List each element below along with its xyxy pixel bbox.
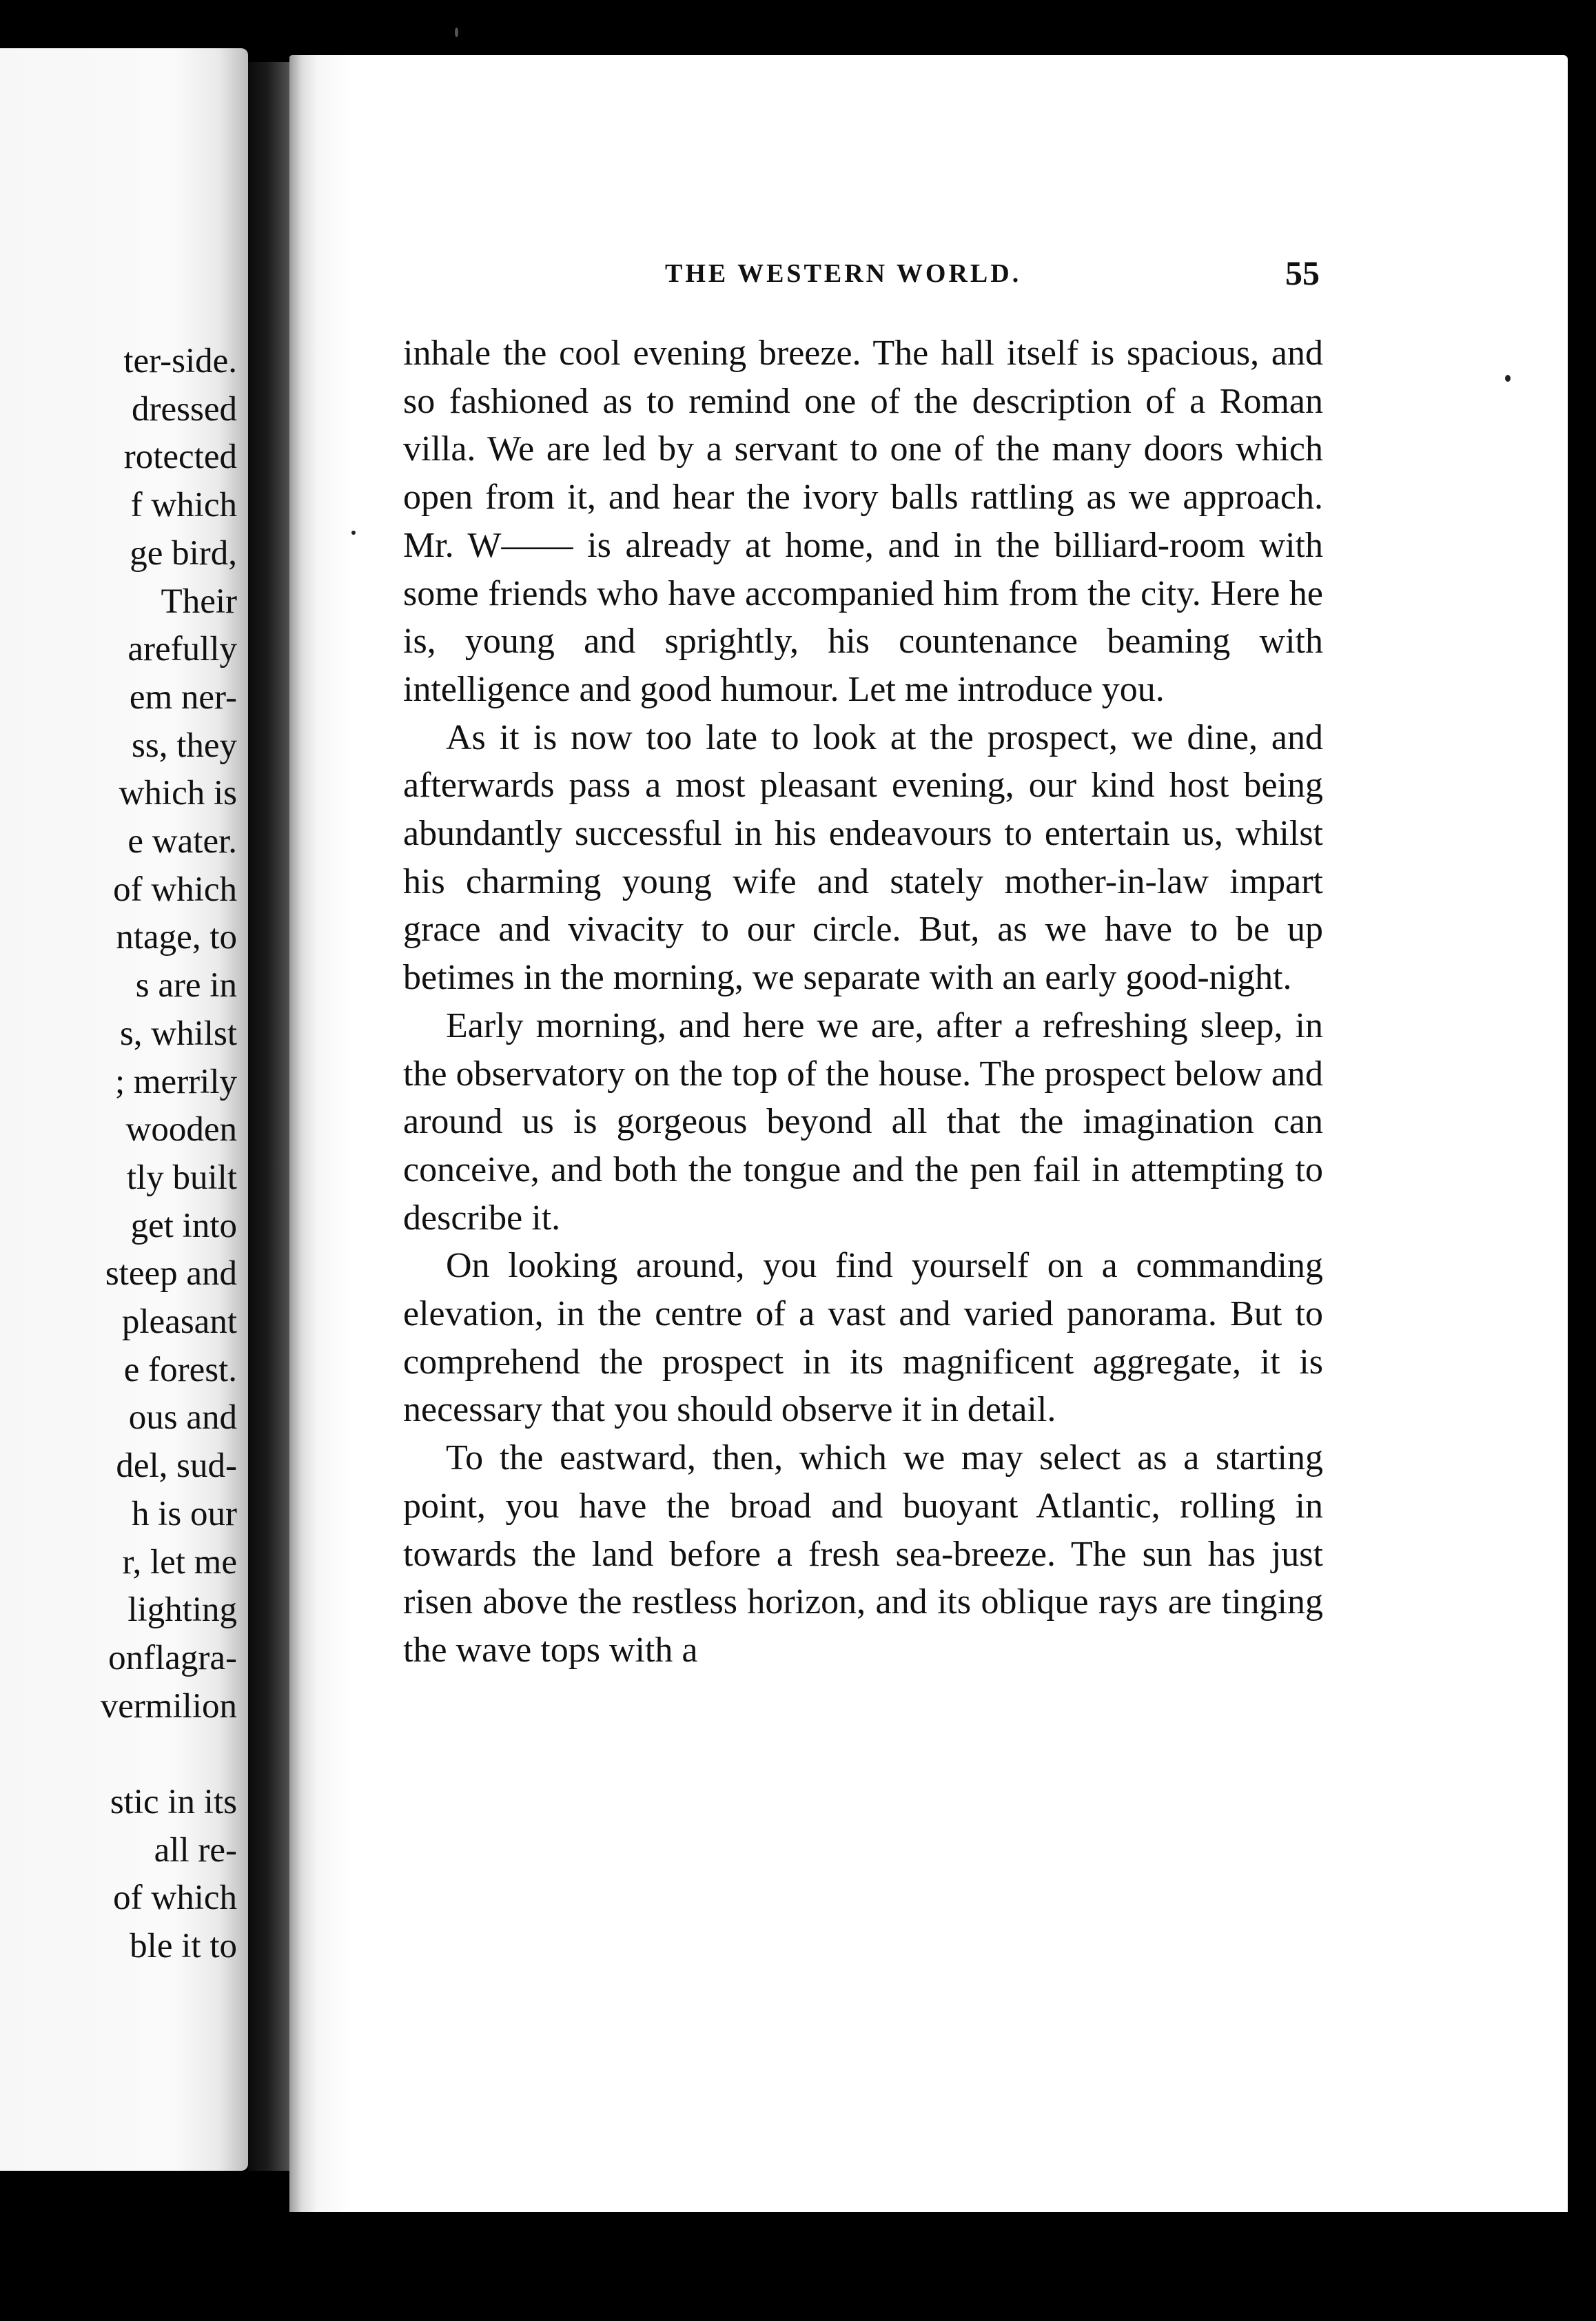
- left-line: steep and: [105, 1254, 237, 1294]
- left-line: h is our: [132, 1494, 237, 1533]
- left-line: ; merrily: [114, 1062, 237, 1101]
- paragraph: To the eastward, then, which we may select as a starting point, you have the broad and buoyant Atlantic, rolling in towards the land before a fresh sea-breeze. The sun has just risen above the restless horizon, and its oblique rays are tinging the wave tops with a: [403, 1438, 1323, 1670]
- left-line: ter-side.: [123, 342, 237, 380]
- left-line: ss, they: [132, 726, 237, 765]
- left-line: r, let me: [122, 1542, 237, 1582]
- left-line: s are in: [135, 966, 237, 1005]
- left-line: em ner-: [129, 677, 237, 717]
- left-line: e water.: [127, 822, 237, 861]
- left-line: del, sud-: [116, 1446, 237, 1486]
- running-header: [376, 254, 1320, 300]
- left-line: all re-: [154, 1830, 237, 1870]
- running-title: THE WESTERN WORLD.: [665, 259, 1022, 288]
- left-line: pleasant: [121, 1302, 237, 1342]
- previous-page-text: [101, 338, 237, 1971]
- left-line-gap: [101, 1730, 237, 1779]
- left-line: ge bird,: [130, 533, 237, 573]
- left-line: stic in its: [110, 1783, 237, 1822]
- left-line: dressed: [132, 389, 237, 429]
- left-line: tly built: [126, 1158, 237, 1197]
- left-line: Their: [161, 582, 237, 621]
- left-line: onflagra-: [108, 1638, 237, 1677]
- left-line: which is: [119, 774, 237, 813]
- dust-speck: [455, 28, 458, 37]
- paragraph: inhale the cool evening breeze. The hall itself is spacious, and so fashioned as to remind one of the description of a Roman villa. We are led by a servant to one of the many doors which open from it, and hear the ivory balls rattling as we approach. Mr. W—— is already at home, and in the billiard-room with some friends who have accompanied him from the city. Here he is, young and sprightly, his countenance beaming with intelligence and good humour. Let me introduce you.: [403, 334, 1323, 709]
- left-line: f which: [130, 486, 237, 525]
- left-line: s, whilst: [119, 1014, 237, 1053]
- page-number: 55: [1285, 254, 1320, 292]
- left-line: e forest.: [123, 1350, 237, 1389]
- paragraph: Early morning, and here we are, after a refreshing sleep, in the observatory on the top of the house. The prospect below and around us is gorgeous beyond all that the imagination can conceive, and both the tongue and the pen fail in attempting to describe it.: [403, 1005, 1323, 1238]
- left-line: lighting: [127, 1591, 237, 1630]
- left-line: ous and: [128, 1398, 237, 1438]
- left-line: vermilion: [100, 1686, 237, 1726]
- previous-page-fragment: [0, 48, 248, 2171]
- dust-speck: [1505, 375, 1511, 382]
- paragraph: On looking around, you find yourself on a commanding elevation, in the centre of a vast and varied panorama. But to comprehend the prospect in its magnificent aggregate, it is necessary that you should observe it in detail.: [403, 1246, 1323, 1430]
- page-body: [403, 329, 1323, 1675]
- paragraph: As it is now too late to look at the prospect, we dine, and afterwards pass a most pleasant evening, our kind host being abundantly successful in his endeavours to entertain us, whilst his charming young wife and stately mother-in-law impart grace and vivacity to our circle. But, as we have to be up betimes in the morning, we separate with an early good-night.: [403, 717, 1323, 998]
- left-line: get into: [130, 1206, 237, 1245]
- left-line: ntage, to: [116, 918, 237, 957]
- left-line: of which: [113, 1879, 237, 1918]
- dust-speck: [351, 531, 356, 535]
- left-line: ble it to: [130, 1927, 237, 1966]
- left-line: arefully: [127, 630, 237, 669]
- left-line: rotected: [123, 438, 237, 477]
- left-line: of which: [113, 870, 237, 909]
- left-line: wooden: [125, 1110, 237, 1149]
